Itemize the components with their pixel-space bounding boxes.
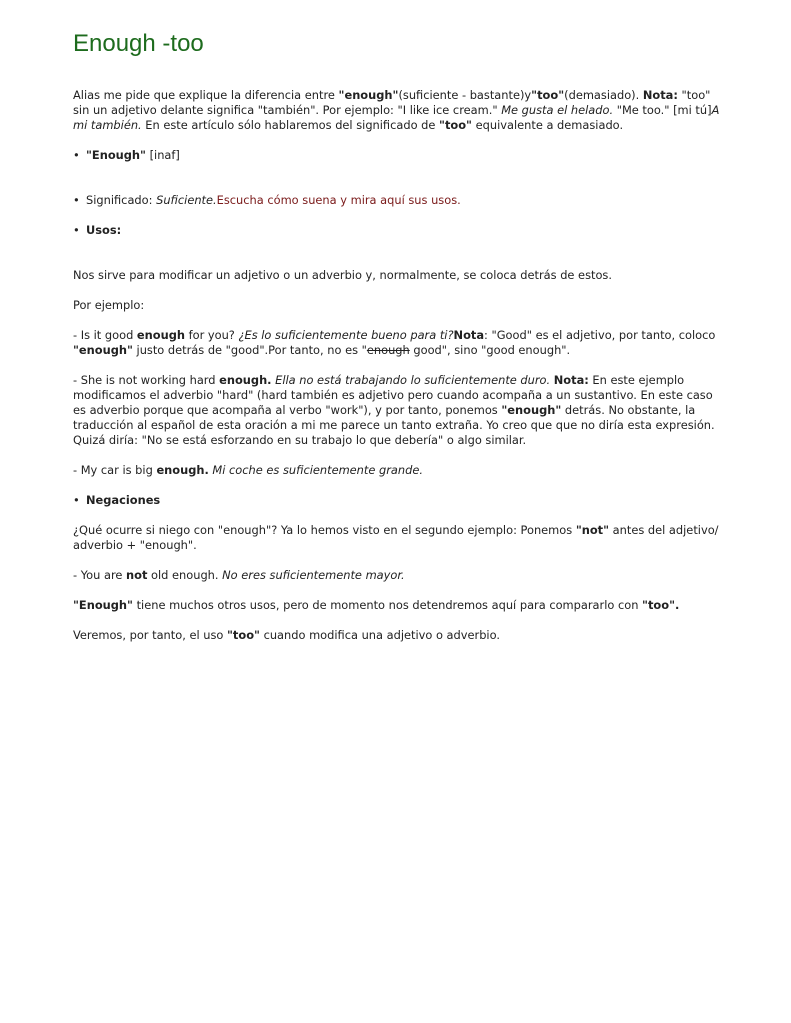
ex1-enough-term: "enough" bbox=[73, 343, 133, 357]
bullet-negaciones-heading: Negaciones bbox=[86, 493, 161, 507]
intro-text-6: En este artículo sólo hablaremos del significado de bbox=[141, 118, 440, 132]
intro-translation-1: Me gusta el helado. bbox=[501, 103, 614, 117]
page-title: Enough -too bbox=[73, 30, 204, 57]
neg-text-1: ¿Qué ocurre si niego con "enough"? Ya lo hemos visto en el segundo ejemplo: Ponemos bbox=[73, 523, 576, 537]
intro-text-3: (demasiado). bbox=[564, 88, 643, 102]
ex4-text-2: old enough. bbox=[147, 568, 223, 582]
bullet-usos bbox=[73, 223, 725, 238]
bullet-usos-heading: Usos: bbox=[86, 223, 122, 237]
ex2-text-4: En este ejemplo modificamos el adverbio "hard" (hard también es adjetivo pero cuando acompaña a un sustantivo. En este caso es adverbio porque que acompaña al verbo "work"), y por tanto, ponemos bbox=[73, 373, 713, 417]
ex1-text-4: justo detrás de "good".Por tanto, no es " bbox=[132, 343, 367, 357]
bullet-negaciones bbox=[73, 493, 725, 508]
spacer bbox=[73, 253, 725, 268]
example-1 bbox=[73, 328, 725, 358]
bullet-significado-meaning: Suficiente. bbox=[156, 193, 217, 207]
closing2-text-2: cuando modifica una adjetivo o adverbio. bbox=[259, 628, 500, 642]
intro-enough-term: "enough" bbox=[338, 88, 399, 102]
ex1-text-3: : "Good" es el adjetivo, por tanto, coloco bbox=[484, 328, 716, 342]
closing1-too-term: "too". bbox=[642, 598, 680, 612]
intro-paragraph bbox=[73, 88, 725, 133]
ex2-nota-label: Nota: bbox=[553, 373, 589, 387]
ex1-nota-label: Nota bbox=[453, 328, 485, 342]
bullet-enough-term: "Enough" bbox=[86, 148, 146, 162]
modificar-paragraph: Nos sirve para modificar un adjetivo o un adverbio y, normalmente, se coloca detrás de estos. bbox=[73, 268, 612, 282]
intro-translation-2: A mi también. bbox=[73, 103, 720, 132]
usage-audio-link[interactable]: Escucha cómo suena y mira aquí sus usos. bbox=[216, 193, 461, 207]
intro-too-term-2: "too" bbox=[439, 118, 472, 132]
closing-paragraph-2 bbox=[73, 628, 725, 643]
ex2-text-5: detrás. No obstante, la traducción al español de esta oración a mi me parece un tanto extraña. Yo creo que que no diría esta expresión. Quizá diría: "No se está esforzando en su trabajo lo que debería" o algo similar. bbox=[73, 403, 715, 447]
bullet-enough-pronunciation: [inaf] bbox=[145, 148, 180, 162]
usos-bullet-list bbox=[73, 223, 725, 238]
ex3-enough: enough. bbox=[156, 463, 209, 477]
neg-text-2: antes del adjetivo/ adverbio + "enough". bbox=[73, 523, 719, 552]
negaciones-paragraph bbox=[73, 523, 725, 553]
ex1-text-2: for you? bbox=[184, 328, 239, 342]
ex4-text-1: - You are bbox=[73, 568, 127, 582]
ex2-enough: enough. bbox=[219, 373, 272, 387]
article-body bbox=[73, 88, 725, 658]
negaciones-bullet-list bbox=[73, 493, 725, 508]
neg-not-term: "not" bbox=[575, 523, 610, 537]
significado-bullet-list bbox=[73, 193, 725, 208]
closing1-text: tiene muchos otros usos, pero de momento nos detendremos aquí para compararlo con bbox=[132, 598, 643, 612]
closing1-enough-term: "Enough" bbox=[73, 598, 133, 612]
example-4 bbox=[73, 568, 725, 583]
ex4-not: not bbox=[126, 568, 148, 582]
ex2-text-1: - She is not working hard bbox=[73, 373, 220, 387]
intro-text-5: "Me too." [mi tú] bbox=[613, 103, 712, 117]
ex1-enough: enough bbox=[136, 328, 185, 342]
bullet-significado bbox=[73, 193, 725, 208]
ex1-translation: ¿Es lo suficientemente bueno para ti? bbox=[238, 328, 454, 342]
example-3 bbox=[73, 463, 725, 478]
intro-text-4: "too" sin un adjetivo delante significa "también". Por ejemplo: "I like ice cream." bbox=[73, 88, 711, 117]
intro-too-term: "too" bbox=[531, 88, 565, 102]
intro-text-7: equivalente a demasiado. bbox=[472, 118, 624, 132]
ex2-enough-term: "enough" bbox=[501, 403, 562, 417]
ex4-translation: No eres suficientemente mayor. bbox=[222, 568, 405, 582]
ex3-translation: Mi coche es suficientemente grande. bbox=[212, 463, 423, 477]
intro-nota-label: Nota: bbox=[642, 88, 678, 102]
bullet-enough bbox=[73, 148, 725, 163]
ex1-text-5: good", sino "good enough". bbox=[409, 343, 571, 357]
closing2-text-1: Veremos, por tanto, el uso bbox=[73, 628, 227, 642]
intro-text-2: (suficiente - bastante)y bbox=[398, 88, 532, 102]
ex2-translation: Ella no está trabajando lo suficientemente duro. bbox=[275, 373, 551, 387]
ejemplo-label: Por ejemplo: bbox=[73, 298, 145, 312]
closing-paragraph-1 bbox=[73, 598, 725, 613]
ex3-text-1: - My car is big bbox=[73, 463, 157, 477]
intro-text-1: Alias me pide que explique la diferencia entre bbox=[73, 88, 339, 102]
spacer bbox=[73, 178, 725, 193]
enough-bullet-list bbox=[73, 148, 725, 163]
closing2-too-term: "too" bbox=[226, 628, 260, 642]
example-2 bbox=[73, 373, 725, 448]
ex1-text-1: - Is it good bbox=[73, 328, 137, 342]
ex1-struck-enough: enough bbox=[366, 343, 410, 357]
bullet-significado-label: Significado: bbox=[86, 193, 157, 207]
